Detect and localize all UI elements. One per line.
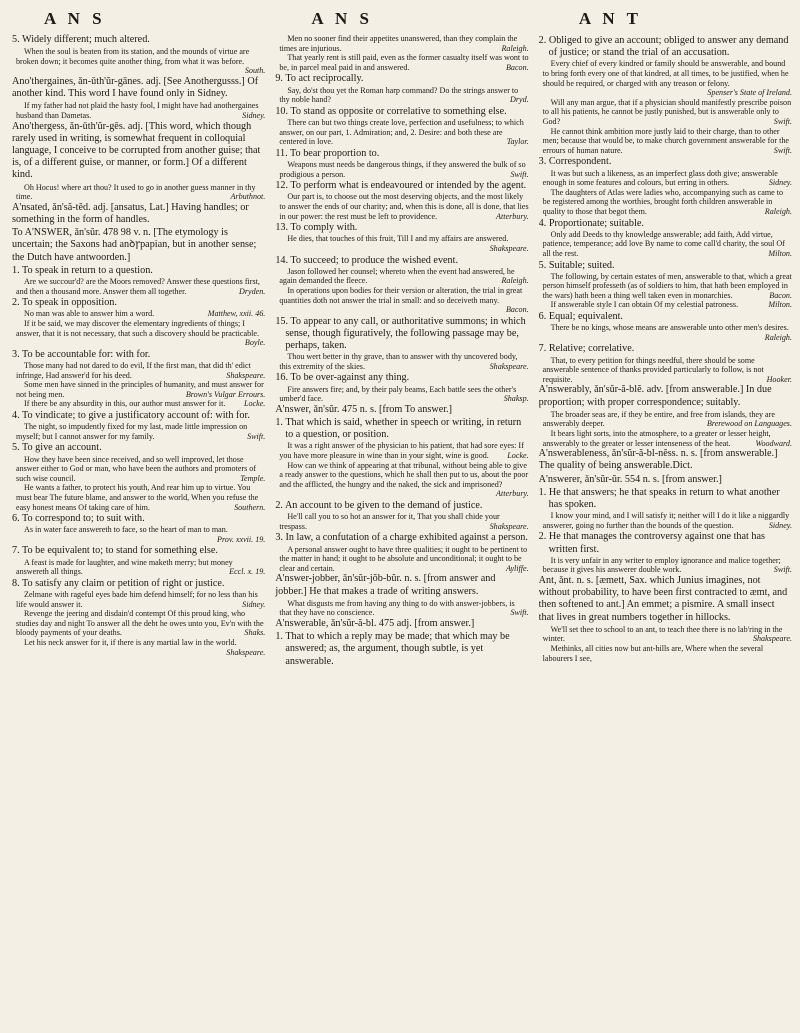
entry-quotation xyxy=(279,599,528,618)
header-left: A N S xyxy=(44,9,106,28)
entry-quotation xyxy=(16,422,265,441)
entry-text: If answerable style I can obtain Of my celestial patroness. xyxy=(550,300,739,310)
entry-quotation xyxy=(543,625,792,644)
entry-headword xyxy=(12,121,265,182)
quotation-source: Raleigh. xyxy=(501,276,529,286)
entry-quotation xyxy=(543,644,792,663)
entry-text: Those many had not dared to do evil, If the first man, that did th' edict infringe, Had answer'd for his deed. xyxy=(16,360,251,380)
entry-quotation xyxy=(279,267,528,286)
entry-text: A'nswerable, ǎn'sŭr-ă-bl. 475 adj. [from answer.] xyxy=(275,618,475,630)
quotation-source: Taylor. xyxy=(506,137,529,147)
column-2 xyxy=(275,34,528,1029)
entry-text: 3. In law, a confutation of a charge exhibited against a person. xyxy=(275,532,528,544)
entry-text: How can we think of appearing at that tribunal, without being able to give a ready answer to the questions, which he shall then put to us, about the poor and the afflicted, the hungry and the naked, the sick and imprisoned? xyxy=(279,460,529,489)
entry-text: Weapons must needs be dangerous things, if they answered the bulk of so prodigious a person. xyxy=(279,159,526,179)
column-1 xyxy=(12,34,265,1029)
entry-text: 6. Equal; equivalent. xyxy=(538,311,623,323)
entry-sense xyxy=(539,487,792,511)
entry-headword xyxy=(275,404,528,416)
entry-quotation xyxy=(16,47,265,76)
entry-text: Say, do'st thou yet the Roman harp command? Do the strings answer to thy noble hand? xyxy=(279,85,519,105)
entry-quotation xyxy=(16,590,265,609)
entry-sense xyxy=(275,180,528,192)
entry-text: He dies, that touches of this fruit, Till I and my affairs are answered. xyxy=(287,234,509,244)
entry-text: 9. To act reciprocally. xyxy=(275,73,364,85)
entry-text: What disgusts me from having any thing to do with answer-jobbers, is that they have no conscience. xyxy=(279,598,515,618)
quotation-source: Spenser's State of Ireland. xyxy=(707,88,792,98)
entry-text: If it be said, we may discover the elementary ingredients of things; I answer, that it is not necessary, that such a discovery should be practicable. xyxy=(16,318,260,338)
entry-text: When the soul is beaten from its station, and the mounds of virtue are broken down; it becomes quite another thing, from what it was before. xyxy=(16,47,250,66)
quotation-source: Locke. xyxy=(507,451,529,461)
entry-quotation xyxy=(16,183,265,202)
entry-sense xyxy=(275,106,528,118)
entry-text: There be no kings, whose means are answerable unto other men's desires. xyxy=(550,323,789,333)
entry-quotation xyxy=(16,309,265,319)
quotation-source: Bacon. xyxy=(505,305,529,315)
entry-text: There can but two things create love, perfection and usefulness; to which answer, on our part, 1. Admiration; and, 2. Desire: and both these are centered in love. xyxy=(279,117,524,147)
entry-sense xyxy=(12,513,265,525)
entry-text: Only add Deeds to thy knowledge answerable; add faith, Add virtue, patience, temperance; add love By name to come call'd charity, the soul Of all the rest. xyxy=(542,229,785,258)
entry-text: 2. An account to be given to the demand of justice. xyxy=(275,500,483,512)
quotation-source: Atterbury. xyxy=(496,489,529,499)
entry-text: 2. He that manages the controversy against one that has written first. xyxy=(538,531,765,555)
entry-sense xyxy=(275,255,528,267)
entry-text: 7. To be equivalent to; to stand for something else. xyxy=(12,545,218,557)
entry-quotation xyxy=(543,300,792,310)
entry-headword xyxy=(539,474,792,486)
entry-quotation xyxy=(16,319,265,348)
entry-text: A'nsated, ǎn'să-tĕd. adj. [ansatus, Lat.] Having handles; or something in the form of handles. xyxy=(12,201,249,225)
entry-text: 8. To satisfy any claim or petition of right or justice. xyxy=(12,577,225,589)
entry-sense xyxy=(275,631,528,668)
entry-quotation xyxy=(543,59,792,97)
entry-text: 7. Relative; correlative. xyxy=(538,343,635,355)
entry-text: How they have been since received, and so well improved, let those answer either to God or man, who have been the authors and promoters of such wise council. xyxy=(16,454,257,483)
entry-sense xyxy=(539,531,792,555)
entry-quotation xyxy=(543,98,792,127)
entry-sense xyxy=(539,343,792,355)
entry-text: A'nswer-jobber, ǎn'sŭr-jŏb-bŭr. n. s. [from answer and jobber.] He that makes a trade of writing answers. xyxy=(275,573,496,597)
entry-quotation xyxy=(543,230,792,259)
entry-sense xyxy=(12,349,265,361)
entry-sense xyxy=(539,260,792,272)
entry-quotation xyxy=(543,511,792,530)
entry-headword xyxy=(275,618,528,630)
quotation-source: Dryd. xyxy=(509,95,529,105)
running-header xyxy=(12,0,792,34)
entry-text: 3. To be accountable for: with for. xyxy=(12,348,151,360)
quotation-source: Shaks. xyxy=(244,628,266,638)
entry-text: 3. Correspondent. xyxy=(538,156,612,168)
entry-text: Jason followed her counsel; whereto when the event had answered, he again demanded the fleece. xyxy=(279,266,515,286)
quotation-source: Brown's Vulgar Errours. xyxy=(185,389,266,399)
entry-text: 5. Suitable; suited. xyxy=(538,259,615,271)
quotation-source: Ayliffe. xyxy=(505,563,529,573)
entry-sense xyxy=(275,417,528,441)
quotation-source: Shakspeare. xyxy=(489,361,529,371)
entry-headword xyxy=(539,575,792,624)
entry-text: He'll call you to so hot an answer for it, That you shall chide your trespass. xyxy=(279,512,500,531)
entry-quotation xyxy=(279,352,528,371)
entry-quotation xyxy=(16,277,265,296)
entry-quotation xyxy=(543,410,792,429)
entry-text: I know your mind, and I will satisfy it; neither will I do it like a niggardly answerer, going no further than the bounds of the question. xyxy=(542,511,790,530)
quotation-source: Swift. xyxy=(510,608,529,618)
column-3 xyxy=(539,34,792,1029)
entry-quotation xyxy=(279,385,528,404)
entry-quotation xyxy=(16,399,265,409)
entry-text: That, to every petition for things needful, there should be some answerable sentence of thanks provided particularly to follow, is not requisite. xyxy=(542,355,764,384)
entry-text: Zelmane with rageful eyes bade him defend himself; for no less than his life would answer it. xyxy=(16,590,258,609)
entry-quotation xyxy=(16,609,265,638)
entry-quotation xyxy=(279,53,528,72)
entry-sense xyxy=(12,442,265,454)
quotation-source: Bacon. xyxy=(505,62,529,72)
entry-quotation xyxy=(279,461,528,499)
entry-sense xyxy=(539,35,792,59)
quotation-source: Dryden. xyxy=(239,286,266,296)
header-center: A N S xyxy=(311,9,373,28)
entry-text: Ano'thergess, ǎn-ǔth'ŭr-gēs. adj. [This word, which though rarely used in writing, is somewhat frequent in colloquial language, I conceive to be corrupted from another guise; that is, of a different guise, or manner, or form.] Of a different kind. xyxy=(12,120,261,181)
quotation-source: Swift. xyxy=(773,145,792,155)
entry-text: It was but such a likeness, as an imperfect glass doth give; answerable enough in some features and colours, but erring in others. xyxy=(542,168,778,188)
entry-text: To A'NSWER, ǎn'sŭr. 478 98 v. n. [The etymology is uncertain; the Saxons had anꝺꞅpapian, but in another sense; the Dutch have antwoorden.] xyxy=(12,227,257,263)
entry-text: The daughters of Atlas were ladies who, accompanying such as came to be registered among the worthies, brought forth children answerable in quality to those that begot them. xyxy=(542,187,784,216)
entry-sense xyxy=(539,156,792,168)
entry-text: Our part is, to choose out the most deserving objects, and the most likely to answer the ends of our charity; and, when this is done, all is done, that lies in our power: the rest must be left to providence. xyxy=(279,192,529,221)
entry-headword xyxy=(12,34,265,46)
entry-quotation xyxy=(279,545,528,574)
quotation-source: Woodward. xyxy=(755,438,792,448)
entry-sense xyxy=(12,297,265,309)
entry-text: 5. Widely different; much altered. xyxy=(12,34,150,45)
entry-text: No man was able to answer him a word. xyxy=(24,309,155,319)
entry-text: Ant, ǎnt. n. s. [æmett, Sax. which Junius imagines, not without probability, to have been first contracted to æmt, and then softened to ant.] An emmet; a pismire. A small insect that lives in great numbers together in hillocks. xyxy=(538,575,788,623)
entry-text: In operations upon bodies for their version or alteration, the trial in great quantities doth not answer the trial in small: and so deceiveth many. xyxy=(279,285,523,305)
entry-text: A'nswerably, ǎn'sŭr-ă-blĕ. adv. [from answerable.] In due proportion; with proper correspondence; suitably. xyxy=(538,384,772,408)
entry-text: Every chief of every kindred or family should be answerable, and bound to bring forth every one of that kindred, at all times, to be justified, when he should be required, or charged with any treason or felony. xyxy=(542,59,789,88)
entry-sense xyxy=(539,218,792,230)
entry-quotation xyxy=(16,525,265,544)
quotation-source: Raleigh. xyxy=(764,332,792,342)
entry-sense xyxy=(12,265,265,277)
entry-sense xyxy=(275,73,528,85)
quotation-source: Sidney. xyxy=(768,520,792,530)
entry-text: 14. To succeed; to produce the wished event. xyxy=(275,254,459,266)
entry-text: 15. To appear to any call, or authoritative summons; in which sense, though figuratively, the following passage may be, perhaps, taken. xyxy=(275,315,526,352)
quotation-source: Swift. xyxy=(773,116,792,126)
entry-headword xyxy=(539,448,792,472)
entry-text: If there be any absurdity in this, our author must answer for it. xyxy=(24,399,226,409)
entry-text: 1. He that answers; he that speaks in return to what another has spoken. xyxy=(538,486,780,511)
quotation-source: Southern. xyxy=(234,502,266,512)
entry-text: Are we succour'd? are the Moors removed? Answer these questions first, and then a thousand more. Answer them all together. xyxy=(16,277,260,296)
entry-sense xyxy=(275,148,528,160)
entry-text: It was a right answer of the physician to his patient, that had sore eyes: If you have more pleasure in wine than in your sight, wine is good. xyxy=(279,441,524,461)
entry-text: Men no sooner find their appetites unanswered, than they complain the times are injurious. xyxy=(279,34,518,53)
entry-headword xyxy=(12,76,265,100)
entry-quotation xyxy=(16,101,265,120)
entry-sense xyxy=(12,578,265,590)
entry-sense xyxy=(539,311,792,323)
entry-quotation xyxy=(16,638,265,657)
entry-text: 6. To correspond to; to suit with. xyxy=(12,513,145,525)
entry-text: A feast is made for laughter, and wine maketh merry; but money answereth all things. xyxy=(16,557,233,577)
entry-text: A'nswerer, ǎn'sŭr-ŭr. 554 n. s. [from answer.] xyxy=(538,473,722,485)
entry-text: That yearly rent is still paid, even as the former casualty itself was wont to be, in parcel meal paid in and answered. xyxy=(279,53,529,72)
entry-headword xyxy=(12,227,265,264)
entry-text: A'nswer, ǎn'sŭr. 475 n. s. [from To answer.] xyxy=(275,403,452,415)
quotation-source: Hooker. xyxy=(766,374,792,384)
quotation-source: Bacon. xyxy=(769,290,792,300)
quotation-source: Swift. xyxy=(247,431,266,441)
entry-quotation xyxy=(543,272,792,301)
entry-text: 11. To bear proportion to. xyxy=(275,147,380,159)
entry-quotation xyxy=(543,356,792,385)
entry-text: Methinks, all cities now but ant-hills are, Where when the several labourers I see, xyxy=(542,644,764,663)
entry-text: A'nswerableness, ǎn'sŭr-ă-bl-nĕss. n. s. [from answerable.] The quality of being answerable. xyxy=(538,448,778,472)
quotation-source: Swift. xyxy=(510,169,529,179)
entry-text: 4. Proportionate; suitable. xyxy=(538,217,644,229)
entry-quotation xyxy=(543,323,792,342)
quotation-source: Atterbury. xyxy=(496,211,529,221)
entry-text: It is very unfair in any writer to employ ignorance and malice together; because it gives his answerer double work. xyxy=(542,555,781,575)
entry-quotation xyxy=(279,34,528,53)
entry-text: Will any man argue, that if a physician should manifestly prescribe poison to all his patients, he cannot be justly punished, but is answerable only to God? xyxy=(542,97,792,126)
entry-text: 13. To comply with. xyxy=(275,222,358,234)
quotation-source: Locke. xyxy=(243,399,266,409)
entry-quotation xyxy=(16,483,265,512)
entry-sense xyxy=(12,410,265,422)
entry-quotation xyxy=(279,86,528,105)
quotation-source: Shakspeare. xyxy=(489,243,529,253)
quotation-source: Sidney. xyxy=(242,599,266,609)
entry-quotation xyxy=(279,441,528,460)
entry-text: The broader seas are, if they be entire, and free from islands, they are answerably deeper. xyxy=(542,409,775,429)
quotation-source: Prov. xxvii. 19. xyxy=(217,534,266,544)
entry-sense xyxy=(12,545,265,557)
entry-text: If my father had not plaid the hasty fool, I might have had anothergaines husband than Dametas. xyxy=(16,101,259,120)
entry-quotation xyxy=(543,188,792,217)
entry-text: 1. That which is said, whether in speech or writing, in return to a question, or position. xyxy=(275,417,522,441)
entry-text: We'll set thee to school to an ant, to teach thee there is no lab'ring in the winter. xyxy=(542,624,783,644)
entry-text: 10. To stand as opposite or correlative to something else. xyxy=(275,105,507,117)
entry-text: 2. Obliged to give an account; obliged to answer any demand of justice; or stand the trial of an accusation. xyxy=(538,35,789,59)
quotation-source: Shakspeare. xyxy=(226,647,266,657)
quotation-source: Matthew, xxii. 46. xyxy=(207,309,266,319)
entry-quotation xyxy=(543,169,792,188)
entry-quotation xyxy=(279,160,528,179)
entry-text: Ano'thergaines, ǎn-ǔth'ŭr-gānes. adj. [See Anothergusss.] Of another kind. This word I have found only in Sidney. xyxy=(12,75,259,100)
quotation-source: Raleigh. xyxy=(501,43,529,53)
quotation-source: Boyle. xyxy=(244,338,266,348)
quotation-source: Shakspeare. xyxy=(489,521,529,531)
entry-quotation xyxy=(543,127,792,156)
entry-text: 1. That to which a reply may be made; that which may be answered; as, the argument, though subtle, is yet answerable. xyxy=(275,631,510,667)
header-right: A N T xyxy=(578,9,642,28)
quotation-source: Sidney. xyxy=(768,178,792,188)
quotation-source: Temple. xyxy=(240,473,266,483)
entry-sense xyxy=(275,372,528,384)
entry-quotation xyxy=(16,558,265,577)
entry-text: 2. To speak in opposition. xyxy=(12,297,117,309)
quotation-source: Milton. xyxy=(768,248,792,258)
entry-text: 1. To speak in return to a question. xyxy=(12,264,153,276)
entry-quotation xyxy=(543,429,792,448)
entry-headword xyxy=(12,202,265,226)
entry-text: Revenge the jeering and disdain'd contempt Of this proud king, who studies day and night To answer all the debt he owes unto you, Ev'n with the bloody payments of your deaths. xyxy=(16,609,264,638)
entry-text: The following, by certain estates of men, answerable to that, which a great person himself professeth (as of soldiers to him, that hath been employed in the wars) hath been a thing well taken even in monarchies. xyxy=(542,271,792,300)
quotation-source: Shakspeare. xyxy=(226,370,266,380)
entry-text: Some men have sinned in the principles of humanity, and must answer for not being men. xyxy=(16,380,264,399)
quotation-source: Dict. xyxy=(672,460,693,472)
entry-text: As in water face answereth to face, so the heart of man to man. xyxy=(24,525,228,535)
quotation-source: Eccl. x. 19. xyxy=(229,567,266,577)
entry-sense xyxy=(275,500,528,512)
entry-text: Fire answers fire; and, by their paly beams, Each battle sees the other's umber'd face. xyxy=(279,384,517,404)
quotation-source: Arbuthnot. xyxy=(230,192,266,202)
quotation-source: Brerewood on Languages. xyxy=(706,419,792,429)
entry-headword xyxy=(275,573,528,597)
entry-text: 5. To give an account. xyxy=(12,442,102,454)
quotation-source: Shaksp. xyxy=(503,394,529,404)
entry-sense xyxy=(275,316,528,353)
entry-text: 12. To perform what is endeavoured or intended by the agent. xyxy=(275,180,527,192)
entry-text: 16. To be over-against any thing. xyxy=(275,372,410,384)
entry-quotation xyxy=(16,361,265,380)
entry-quotation xyxy=(279,286,528,315)
entry-text: The night, so impudently fixed for my last, made little impression on myself; but I cannot answer for my family. xyxy=(16,422,248,441)
entry-quotation xyxy=(279,512,528,531)
entry-quotation xyxy=(16,380,265,399)
entry-text: He wants a father, to protect his youth, And rear him up to virtue. You must bear The future blame, and answer to the world, When you refuse the easy honest means Of taking care of him. xyxy=(16,483,259,512)
entry-headword xyxy=(539,384,792,408)
quotation-source: Raleigh. xyxy=(764,206,792,216)
entry-quotation xyxy=(279,234,528,253)
entry-quotation xyxy=(543,556,792,575)
entry-quotation xyxy=(16,455,265,484)
entry-sense xyxy=(275,222,528,234)
entry-text: Oh Hocus! where art thou? It used to go in another guess manner in thy time. xyxy=(16,182,256,202)
quotation-source: Sidney. xyxy=(242,110,266,120)
quotation-source: Shakspeare. xyxy=(752,634,792,644)
entry-quotation xyxy=(279,192,528,221)
quotation-source: South. xyxy=(244,66,266,76)
quotation-source: Milton. xyxy=(768,300,792,310)
entry-sense xyxy=(275,532,528,544)
entry-text: It bears light sorts, into the atmosphere, to a greater or lesser height, answerably to the greater or lesser intenseness of the heat. xyxy=(542,429,771,448)
quotation-source: Swift. xyxy=(773,565,792,575)
entry-text: A personal answer ought to have three qualities; it ought to be pertinent to the matter in hand; it ought to be absolute and unconditional; it ought to be clear and certain. xyxy=(279,544,528,573)
columns xyxy=(12,34,792,1029)
entry-text: He cannot think ambition more justly laid to their charge, than to other men; because that would be, to make church government answerable for the errours of human nature. xyxy=(542,126,789,155)
entry-text: 4. To vindicate; to give a justificatory account of: with for. xyxy=(12,409,250,421)
entry-quotation xyxy=(279,118,528,147)
entry-text: Let his neck answer for it, if there is any martial law in the world. xyxy=(24,638,237,648)
entry-text: Thou wert better in thy grave, than to answer with thy uncovered body, this extremity of the skies. xyxy=(279,352,518,371)
